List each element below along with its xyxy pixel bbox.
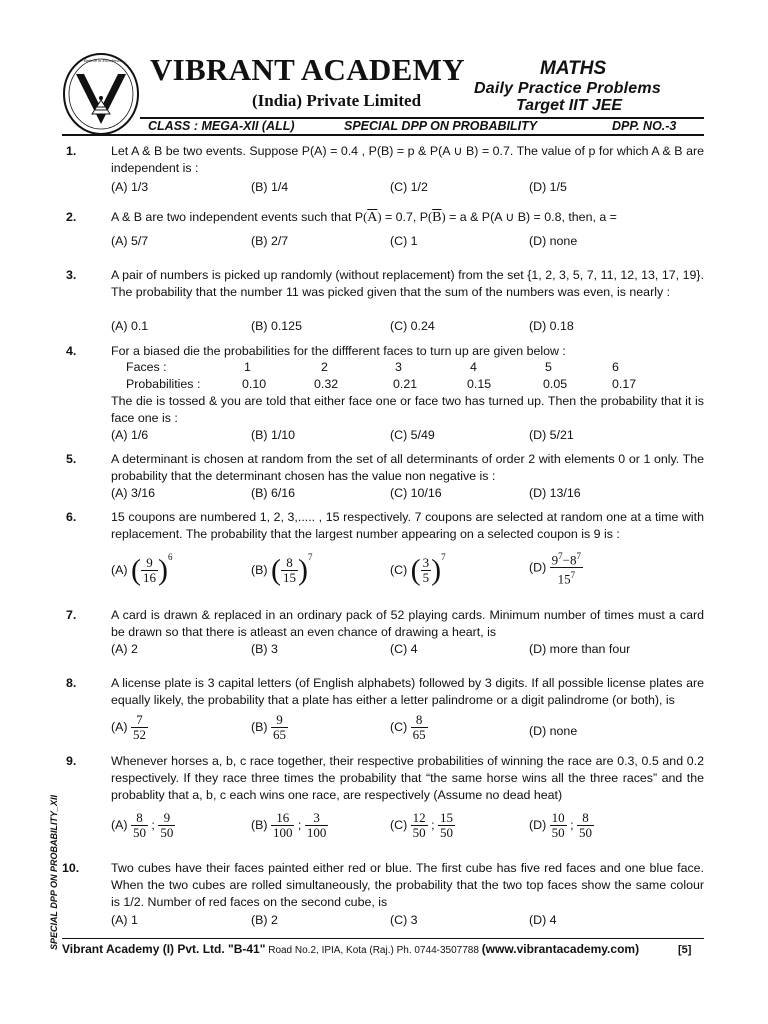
question-5 — [62, 451, 704, 503]
header-rule-bottom — [62, 134, 704, 136]
option-b: (B) 1/10 — [251, 428, 296, 442]
option-label: (A) — [111, 563, 128, 577]
brand-name: VIBRANT ACADEMY — [150, 52, 465, 87]
option-d: (D) 1/5 — [529, 180, 567, 194]
paren-open: ( — [270, 553, 281, 587]
question-6 — [62, 509, 704, 601]
question-text: A license plate is 3 capital letters (of English alphabets) followed by 3 digits. If all possible license plates are equally likely, the probability that a plate has either a letter palindrome or a digit palindrome (or both), is — [111, 676, 704, 707]
paren-close: ) — [441, 210, 446, 224]
denominator: 52 — [132, 727, 146, 742]
question-text: A card is drawn & replaced in an ordinary pack of 52 playing cards. Minimum number of times must a card be drawn so that there is atleast an even chance of drawing a heart, is — [111, 608, 704, 639]
question-number: 7. — [66, 608, 77, 622]
denominator: 100 — [272, 825, 293, 840]
denominator: 100 — [306, 825, 327, 840]
text-part: = a & P(A ∪ B) = 0.8, then, a = — [445, 210, 617, 224]
denominator: 50 — [132, 825, 146, 840]
face-value: 4 — [470, 360, 477, 374]
face-value: 5 — [545, 360, 552, 374]
fraction — [131, 811, 148, 840]
numerator: 3 — [305, 811, 329, 826]
question-text: 15 coupons are numbered 1, 2, 3,..... , 15 respectively. 7 coupons are selected at random one at a time with replacement. The probability that the largest number appearing on a selected coupon is 9 is : — [111, 510, 704, 541]
question-number: 2. — [66, 210, 77, 224]
paren-open: ( — [130, 553, 141, 587]
option-label: (C) — [390, 720, 408, 734]
footer-website: (www.vibrantacademy.com) — [481, 942, 640, 956]
fraction — [271, 811, 295, 840]
option-a: (A) 5/7 — [111, 234, 149, 248]
logo-motto: Believe in Excellence — [84, 58, 122, 63]
question-7 — [62, 607, 704, 659]
denominator: 50 — [578, 825, 592, 840]
denominator: 50 — [551, 825, 565, 840]
paren-close: ) — [157, 553, 168, 587]
paren-open: ( — [363, 210, 368, 224]
question-text: For a biased die the probabilities for the diffferent faces to turn up are given below : — [111, 344, 566, 358]
option-a: (A) 1 — [111, 913, 138, 927]
question-text-2: The die is tossed & you are told that either face one or face two has turned up. Then the probability that it is face one is : — [111, 394, 704, 425]
exponent: 7 — [558, 551, 563, 561]
numerator: 16 — [271, 811, 295, 826]
face-value: 3 — [395, 360, 402, 374]
option-c: (C) 1 — [390, 234, 418, 248]
base: 8 — [570, 552, 577, 568]
question-text — [111, 209, 704, 226]
paren-close: ) — [377, 210, 382, 224]
base: 15 — [557, 571, 571, 587]
fraction — [305, 811, 329, 840]
option-d: (D) none — [529, 724, 578, 738]
question-9 — [62, 753, 704, 849]
question-text: Two cubes have their faces painted either red or blue. The first cube has five red faces and one blue face. When the two cubes are rolled simultaneously, the probability that the two top faces show the same colour is 1/2. Number of red faces on the second cube, is — [111, 861, 704, 909]
subject-title: MATHS — [540, 58, 607, 79]
numerator: 3 — [422, 555, 430, 571]
question-8 — [62, 675, 704, 751]
option-b: (B) 1/4 — [251, 180, 289, 194]
option-c: (C) 10/16 — [390, 486, 442, 500]
numerator: 7 — [131, 713, 148, 728]
fraction — [577, 811, 594, 840]
denominator — [550, 568, 583, 586]
dpp-number: DPP. NO.-3 — [612, 119, 677, 133]
fraction — [438, 811, 455, 840]
option-label: (C) — [390, 563, 408, 577]
option-b — [251, 811, 328, 840]
probability-value: 0.32 — [314, 377, 339, 391]
option-d: (D) 5/21 — [529, 428, 574, 442]
probability-value: 0.10 — [242, 377, 267, 391]
option-label: (C) — [390, 818, 408, 832]
probabilities-label: Probabilities : — [126, 377, 201, 391]
option-c: (C) 0.24 — [390, 319, 435, 333]
paren-close: ) — [431, 553, 442, 587]
question-number: 1. — [66, 144, 77, 158]
option-d — [529, 549, 583, 587]
question-number: 5. — [66, 452, 77, 466]
denominator: 15 — [282, 570, 296, 586]
question-1 — [62, 143, 704, 195]
option-label: (D) — [529, 818, 547, 832]
page-number: [5] — [678, 944, 692, 956]
option-a: (A) 0.1 — [111, 319, 149, 333]
exponent: 7 — [441, 552, 446, 562]
option-b: (B) 3 — [251, 642, 278, 656]
option-c — [390, 713, 428, 742]
option-b: (B) 2/7 — [251, 234, 289, 248]
base: 9 — [551, 552, 559, 568]
exponent: 7 — [307, 552, 313, 562]
option-d — [529, 811, 594, 840]
numerator: 12 — [412, 810, 426, 825]
question-text: A determinant is chosen at random from the set of all determinants of order 2 with elements 0 or 1 only. The probability that the determinant chosen has the value non negative is : — [111, 452, 704, 483]
fraction — [141, 556, 158, 585]
fraction — [550, 549, 583, 587]
fraction — [271, 713, 288, 742]
fraction — [281, 556, 298, 585]
option-b: (B) 2 — [251, 913, 278, 927]
option-c: (C) 1/2 — [390, 180, 428, 194]
probability-value: 0.05 — [543, 377, 568, 391]
option-c: (C) 3 — [390, 913, 418, 927]
question-4 — [62, 343, 704, 443]
option-label: (D) — [529, 560, 547, 575]
numerator: $9^7-8^7$ — [551, 551, 581, 568]
numerator: 9 — [271, 713, 288, 728]
option-label: (A) — [111, 818, 128, 832]
question-number: 9. — [66, 754, 77, 768]
topic-label: SPECIAL DPP ON PROBABILITY — [344, 119, 538, 133]
option-label: (A) — [111, 720, 128, 734]
option-a: (A) 3/16 — [111, 486, 156, 500]
option-d: (D) 13/16 — [529, 486, 581, 500]
denominator: 5 — [422, 570, 430, 586]
sidebar-label: SPECIAL DPP ON PROBABILITY_XII — [49, 794, 59, 950]
question-3 — [62, 267, 704, 337]
numerator: 9 — [158, 811, 175, 826]
option-a: (A) 2 — [111, 642, 138, 656]
separator: ; — [566, 818, 577, 832]
denominator: 50 — [160, 825, 174, 840]
fraction — [550, 811, 567, 840]
question-number: 3. — [66, 268, 77, 282]
option-d: (D) more than four — [529, 642, 631, 656]
footer-company-suffix: (I) Pvt. Ltd. "B-41" — [159, 942, 266, 956]
option-a: (A) 1/6 — [111, 428, 149, 442]
fraction — [411, 811, 428, 840]
question-2 — [62, 209, 704, 251]
question-10 — [62, 860, 704, 930]
numerator: 9 — [141, 556, 158, 571]
question-text: A pair of numbers is picked up randomly (without replacement) from the set {1, 2, 3, 5, 7, 11, 12, 13, 17, 19}. The probability that the number 11 was picked given that the sum of the numbers was even, is nearly : — [111, 268, 704, 299]
option-c — [390, 811, 455, 840]
complement-a: $\overline{A}$ — [367, 210, 378, 225]
option-c: (C) 5/49 — [390, 428, 435, 442]
numerator: 15 — [439, 810, 453, 825]
denominator: 65 — [272, 727, 286, 742]
fraction — [421, 556, 432, 585]
footer-info — [62, 942, 639, 956]
face-value: 1 — [244, 360, 251, 374]
probability-value: 0.15 — [467, 377, 492, 391]
paren-open: ( — [410, 553, 421, 587]
option-label: (B) — [251, 818, 268, 832]
text-part: = 0.7, P — [381, 210, 429, 224]
exponent: 7 — [576, 551, 581, 561]
option-b — [251, 549, 312, 586]
face-value: 6 — [612, 360, 619, 374]
exponent: 7 — [570, 570, 576, 581]
question-text: Whenever horses a, b, c race together, their respective probabilities of winning the race are 0.3, 0.5 and 0.2 respectively. If they race three times the probability that “the same horse wins all the three races” and the probablity that a, b, c each wins one race, are respectively (Assume no dead heat) — [111, 754, 704, 802]
option-a — [111, 713, 148, 742]
option-a: (A) 1/3 — [111, 180, 149, 194]
denominator: 50 — [412, 825, 426, 840]
numerator: 8 — [281, 556, 298, 571]
option-c: (C) 4 — [390, 642, 418, 656]
option-d: (D) none — [529, 234, 578, 248]
question-text: Let A & B be two events. Suppose P(A) = 0.4 , P(B) = p & P(A ∪ B) = 0.7. The value of p for which A & B are independent is : — [111, 144, 704, 175]
paren-close: ) — [297, 553, 308, 587]
separator: ; — [294, 818, 305, 832]
denominator: 16 — [142, 570, 156, 586]
class-label: CLASS : MEGA-XII (ALL) — [148, 119, 295, 133]
question-number: 10. — [62, 861, 80, 875]
option-b — [251, 713, 288, 742]
footer-rule — [62, 938, 704, 939]
academy-logo — [62, 52, 140, 136]
option-a — [111, 811, 175, 840]
separator: ; — [147, 818, 159, 832]
option-b: (B) 0.125 — [251, 319, 302, 333]
numerator: 8 — [411, 713, 428, 728]
option-label: (B) — [251, 563, 268, 577]
faces-label: Faces : — [126, 360, 167, 374]
text-part: A & B are two independent events such that P — [111, 210, 364, 224]
exponent: 6 — [167, 552, 173, 562]
option-d: (D) 0.18 — [529, 319, 574, 333]
option-c — [390, 549, 446, 586]
numerator: 8 — [131, 811, 148, 826]
numerator: 10 — [551, 810, 565, 825]
fraction — [131, 713, 148, 742]
question-number: 6. — [66, 510, 77, 524]
brand-subtitle: (India) Private Limited — [252, 91, 422, 110]
separator: ; — [427, 818, 438, 832]
numerator: 8 — [577, 811, 594, 826]
face-value: 2 — [321, 360, 328, 374]
question-number: 8. — [66, 676, 77, 690]
footer-address: Road No.2, IPIA, Kota (Raj.) Ph. 0744-3507788 — [265, 945, 482, 956]
footer-company: Vibrant Academy — [62, 942, 160, 956]
denominator: 65 — [412, 727, 426, 742]
question-number: 4. — [66, 344, 77, 358]
fraction — [411, 713, 428, 742]
fraction — [158, 811, 175, 840]
option-d: (D) 4 — [529, 913, 557, 927]
option-label: (B) — [251, 720, 268, 734]
target-title: Target IIT JEE — [516, 97, 623, 114]
option-a — [111, 549, 172, 586]
complement-b: $\overline{B}$ — [432, 210, 442, 225]
option-b: (B) 6/16 — [251, 486, 296, 500]
probability-value: 0.21 — [393, 377, 418, 391]
dpp-title: Daily Practice Problems — [474, 80, 661, 97]
probability-value: 0.17 — [612, 377, 637, 391]
denominator: 50 — [439, 825, 453, 840]
paren-open: ( — [428, 210, 433, 224]
